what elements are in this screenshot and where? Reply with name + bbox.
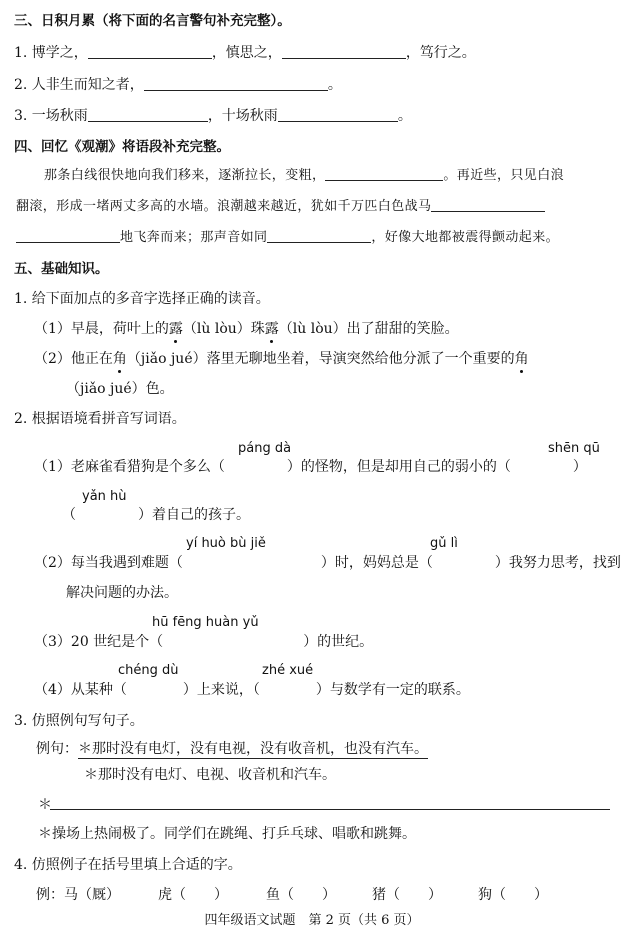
pinyin-yan-hu: yǎn hù — [82, 489, 127, 504]
s5-q1-i1-char-1: 露 — [168, 321, 183, 337]
s4-blank-4[interactable] — [267, 228, 371, 243]
pinyin-hu-feng-huan-yu: hū fēng huàn yǔ — [152, 615, 259, 630]
s5-q2-i2-t1: 每当我遇到难题（ — [70, 555, 183, 571]
s5-q2-item-4 — [34, 681, 470, 699]
s5-q2-i4-t3: ）与数学有一定的联系。 — [315, 682, 470, 698]
s5-q2-i4-t2: ）上来说，（ — [182, 682, 260, 698]
pinyin-yi-huo-bu-jie: yí huò bù jiě — [186, 536, 266, 551]
s5-q2-i3-num: （3） — [34, 634, 71, 650]
s5-q1-item-2 — [34, 350, 529, 368]
s5-q3-example — [36, 740, 428, 758]
pinyin-pang-da: páng dà — [238, 441, 292, 456]
s4-line-3a: 地飞奔而来；那声音如同 — [120, 230, 268, 245]
s5-q1-i1-opts-2[interactable]: （lù lòu） — [278, 321, 347, 337]
s5-q3-answer-line[interactable] — [50, 809, 610, 810]
s5-q2-i1-t3: ） — [572, 459, 587, 475]
s4-blank-2[interactable] — [431, 197, 545, 212]
s5-q2-i1-num: （1） — [34, 459, 71, 475]
s3-q3-mid: ，十场秋雨 — [207, 108, 278, 124]
s5-q1-title: 1. 给下面加点的多音字选择正确的读音。 — [14, 291, 270, 307]
s5-q3-example-1: ＊那时没有电灯，没有电视，没有收音机，也没有汽车。 — [78, 741, 428, 757]
s5-q2-i1-t2: ）的怪物，但是却用自己的弱小的（ — [286, 459, 511, 475]
s4-line-3b: ，好像大地都被震得颤动起来。 — [371, 230, 560, 245]
s5-q4-item-2[interactable]: 鱼（ ） — [266, 887, 336, 903]
s5-q3-star: ＊ — [38, 797, 52, 813]
s5-q2-i3-t2: ）的世纪。 — [303, 634, 374, 650]
s5-q2-i1-t5: ）着自己的孩子。 — [138, 507, 250, 523]
s3-q1-blank-2[interactable] — [282, 44, 406, 59]
s5-q4-example: 例：马（厩） — [36, 887, 120, 903]
s5-q1-i2-char-2: 角 — [514, 351, 529, 367]
s5-q1-item-1 — [34, 320, 459, 338]
s3-q3-blank-2[interactable] — [278, 107, 398, 122]
s5-q3-sentence-2: ＊操场上热闹极了。同学们在跳绳、打乒乓球、唱歌和跳舞。 — [38, 826, 416, 842]
s5-q2-i1-t4: （ — [62, 507, 76, 523]
s5-q1-i1-t3: 出了甜甜的笑脸。 — [346, 321, 459, 337]
s3-q1-end: ，笃行之。 — [405, 45, 476, 61]
s5-q2-title: 2. 根据语境看拼音写词语。 — [14, 411, 186, 427]
s3-q2-end: 。 — [327, 77, 342, 93]
s5-q1-i2-t3: 色。 — [145, 381, 174, 397]
s5-q1-i2-char-1: 角 — [112, 351, 127, 367]
s3-q2-blank[interactable] — [144, 76, 328, 91]
s5-q2-i1-t1: 老麻雀看猎狗是个多么（ — [70, 459, 225, 475]
s5-q1-i2-t2: 落里无聊地坐着，导演突然给他分派了一个重要的 — [206, 351, 515, 367]
s5-q3-example-2: ＊那时没有电灯、电视、收音机和汽车。 — [84, 767, 336, 783]
s3-q2 — [14, 76, 342, 94]
s5-q4-item-1[interactable]: 虎（ ） — [158, 887, 228, 903]
s5-q1-i1-opts-1[interactable]: （lù lòu） — [182, 321, 251, 337]
s4-line-1a: 那条白线很快地向我们移来，逐渐拉长，变粗， — [44, 168, 326, 183]
s4-line-1b: 。再近些，只见白浪 — [443, 168, 565, 183]
s3-q2-lead: 2. 人非生而知之者， — [14, 77, 144, 93]
s5-q1-item-2-cont — [66, 380, 174, 398]
s3-q3 — [14, 107, 412, 125]
s4-blank-1[interactable] — [325, 166, 443, 181]
s5-q2-i4-num: （4） — [34, 682, 71, 698]
s5-q2-i2-t2: ）时，妈妈总是（ — [320, 555, 433, 571]
s3-q1-lead: 1. 博学之， — [14, 45, 88, 61]
s4-blank-3[interactable] — [16, 228, 120, 243]
s3-q1 — [14, 44, 476, 62]
section-3-title: 三、日积月累（将下面的名言警句补充完整）。 — [14, 13, 291, 29]
s5-q1-i1-t2: 珠 — [250, 321, 265, 337]
s4-line-3 — [16, 228, 559, 247]
pinyin-shen-qu: shēn qū — [548, 441, 600, 456]
s5-q2-item-2 — [34, 554, 621, 572]
section-4-title: 四、回忆《观潮》将语段补充完整。 — [14, 139, 230, 155]
s5-q4-title: 4. 仿照例子在括号里填上合适的字。 — [14, 857, 242, 873]
s5-q2-i4-t1: 从某种（ — [70, 682, 127, 698]
s5-q4-item-4[interactable]: 狗（ ） — [478, 887, 548, 903]
s5-q2-item-1-cont — [62, 506, 250, 524]
s5-q1-i2-t1: 他正在 — [70, 351, 113, 367]
s3-q3-blank-1[interactable] — [88, 107, 208, 122]
section-5-title: 五、基础知识。 — [14, 261, 109, 277]
s5-q3-title: 3. 仿照例句写句子。 — [14, 713, 144, 729]
s3-q1-mid: ，慎思之， — [211, 45, 282, 61]
s5-q3-example-label: 例句： — [36, 741, 78, 757]
s5-q1-i2-num: （2） — [34, 351, 71, 367]
s5-q1-i2-opts-1[interactable]: （jiǎo jué） — [126, 351, 207, 367]
s4-line-1 — [44, 166, 564, 185]
s5-q2-i2-t3: ）我努力思考，找到 — [494, 555, 621, 571]
pinyin-zhe-xue: zhé xué — [262, 663, 314, 678]
s5-q1-i1-t1: 早晨，荷叶上的 — [70, 321, 169, 337]
s5-q1-i2-opts-2[interactable]: （jiǎo jué） — [66, 381, 146, 397]
pinyin-gu-li: gǔ lì — [430, 536, 458, 551]
pinyin-cheng-du: chéng dù — [118, 663, 179, 678]
s4-line-2-text: 翻滚，形成一堵两丈多高的水墙。浪潮越来越近，犹如千万匹白色战马 — [16, 199, 432, 214]
s5-q2-i3-t1: 20 世纪是个（ — [70, 634, 164, 650]
s5-q1-i1-num: （1） — [34, 321, 71, 337]
s5-q1-i1-char-2: 露 — [264, 321, 279, 337]
s5-q2-item-2-cont: 解决问题的办法。 — [66, 585, 178, 601]
s3-q1-blank-1[interactable] — [88, 44, 212, 59]
s3-q3-lead: 3. 一场秋雨 — [14, 108, 88, 124]
s5-q2-item-1 — [34, 458, 587, 476]
s3-q3-end: 。 — [397, 108, 412, 124]
s5-q4-item-3[interactable]: 猪（ ） — [372, 887, 442, 903]
s5-q2-item-3 — [34, 633, 373, 651]
s4-line-2 — [16, 197, 545, 216]
s5-q2-i2-num: （2） — [34, 555, 71, 571]
page-footer: 四年级语文试题 第 2 页（共 6 页） — [204, 913, 420, 928]
